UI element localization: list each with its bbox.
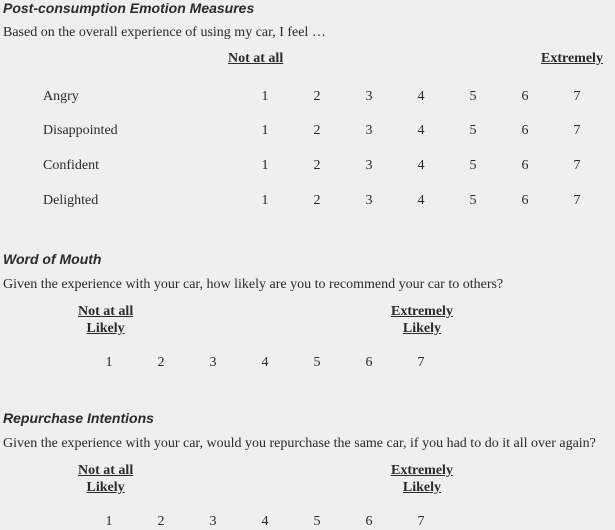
scale-option[interactable]: 4: [261, 514, 269, 529]
anchor-line: Likely: [86, 321, 125, 336]
scale-option[interactable]: 4: [417, 89, 425, 104]
anchor-line: Not at all: [78, 304, 134, 319]
scale-option[interactable]: 6: [365, 514, 373, 529]
scale-option[interactable]: 3: [365, 193, 373, 208]
scale-option[interactable]: 2: [313, 193, 321, 208]
item-label: Disappointed: [43, 123, 118, 138]
anchor-line: Likely: [402, 321, 442, 336]
item-label: Confident: [43, 158, 99, 173]
anchor-not-at-all-likely: [78, 303, 133, 337]
scale-option[interactable]: 1: [105, 514, 113, 529]
scale-option[interactable]: 2: [313, 123, 321, 138]
scale-option[interactable]: 3: [365, 158, 373, 173]
anchor-line: Not at all: [78, 463, 134, 478]
word-of-mouth-prompt: Given the experience with your car, how likely are you to recommend your car to others?: [3, 277, 504, 292]
scale-option[interactable]: 6: [365, 355, 373, 370]
scale-option[interactable]: 7: [573, 123, 581, 138]
scale-option[interactable]: 5: [313, 514, 321, 529]
repurchase-prompt: Given the experience with your car, would you repurchase the same car, if you had to do it all over again?: [3, 436, 596, 451]
scale-option[interactable]: 7: [417, 355, 425, 370]
scale-option[interactable]: 3: [365, 123, 373, 138]
section-heading-word-of-mouth: Word of Mouth: [3, 251, 102, 267]
scale-option[interactable]: 2: [157, 355, 165, 370]
anchor-extremely: Extremely: [541, 51, 603, 66]
scale-option[interactable]: 6: [521, 158, 529, 173]
anchor-not-at-all: Not at all: [228, 51, 284, 66]
section-heading-emotion: Post-consumption Emotion Measures: [3, 0, 255, 16]
item-label: Delighted: [43, 193, 99, 208]
anchor-extremely-likely: [391, 462, 453, 496]
scale-option[interactable]: 7: [573, 89, 581, 104]
scale-option[interactable]: 5: [469, 193, 477, 208]
scale-option[interactable]: 7: [417, 514, 425, 529]
scale-option[interactable]: 7: [573, 193, 581, 208]
scale-option[interactable]: 2: [313, 89, 321, 104]
scale-option[interactable]: 6: [521, 89, 529, 104]
scale-option[interactable]: 1: [105, 355, 113, 370]
anchor-line: Likely: [86, 480, 125, 495]
anchor-not-at-all-likely: [78, 462, 133, 496]
scale-option[interactable]: 2: [313, 158, 321, 173]
emotion-prompt: Based on the overall experience of using my car, I feel …: [3, 25, 326, 40]
scale-option[interactable]: 5: [469, 123, 477, 138]
scale-option[interactable]: 3: [209, 514, 217, 529]
scale-option[interactable]: 2: [157, 514, 165, 529]
scale-option[interactable]: 7: [573, 158, 581, 173]
anchor-line: Likely: [402, 480, 442, 495]
scale-option[interactable]: 4: [417, 193, 425, 208]
scale-option[interactable]: 6: [521, 193, 529, 208]
scale-option[interactable]: 5: [469, 89, 477, 104]
scale-option[interactable]: 4: [417, 123, 425, 138]
scale-option[interactable]: 6: [521, 123, 529, 138]
anchor-line: Extremely: [391, 304, 453, 319]
scale-option[interactable]: 4: [417, 158, 425, 173]
scale-option[interactable]: 5: [313, 355, 321, 370]
item-label: Angry: [43, 89, 79, 104]
scale-option[interactable]: 1: [261, 123, 269, 138]
scale-option[interactable]: 1: [261, 193, 269, 208]
scale-option[interactable]: 5: [469, 158, 477, 173]
section-heading-repurchase: Repurchase Intentions: [3, 410, 154, 426]
scale-option[interactable]: 3: [209, 355, 217, 370]
anchor-line: Extremely: [391, 463, 453, 478]
scale-option[interactable]: 1: [261, 89, 269, 104]
anchor-extremely-likely: [391, 303, 453, 337]
scale-option[interactable]: 3: [365, 89, 373, 104]
scale-option[interactable]: 4: [261, 355, 269, 370]
scale-option[interactable]: 1: [261, 158, 269, 173]
